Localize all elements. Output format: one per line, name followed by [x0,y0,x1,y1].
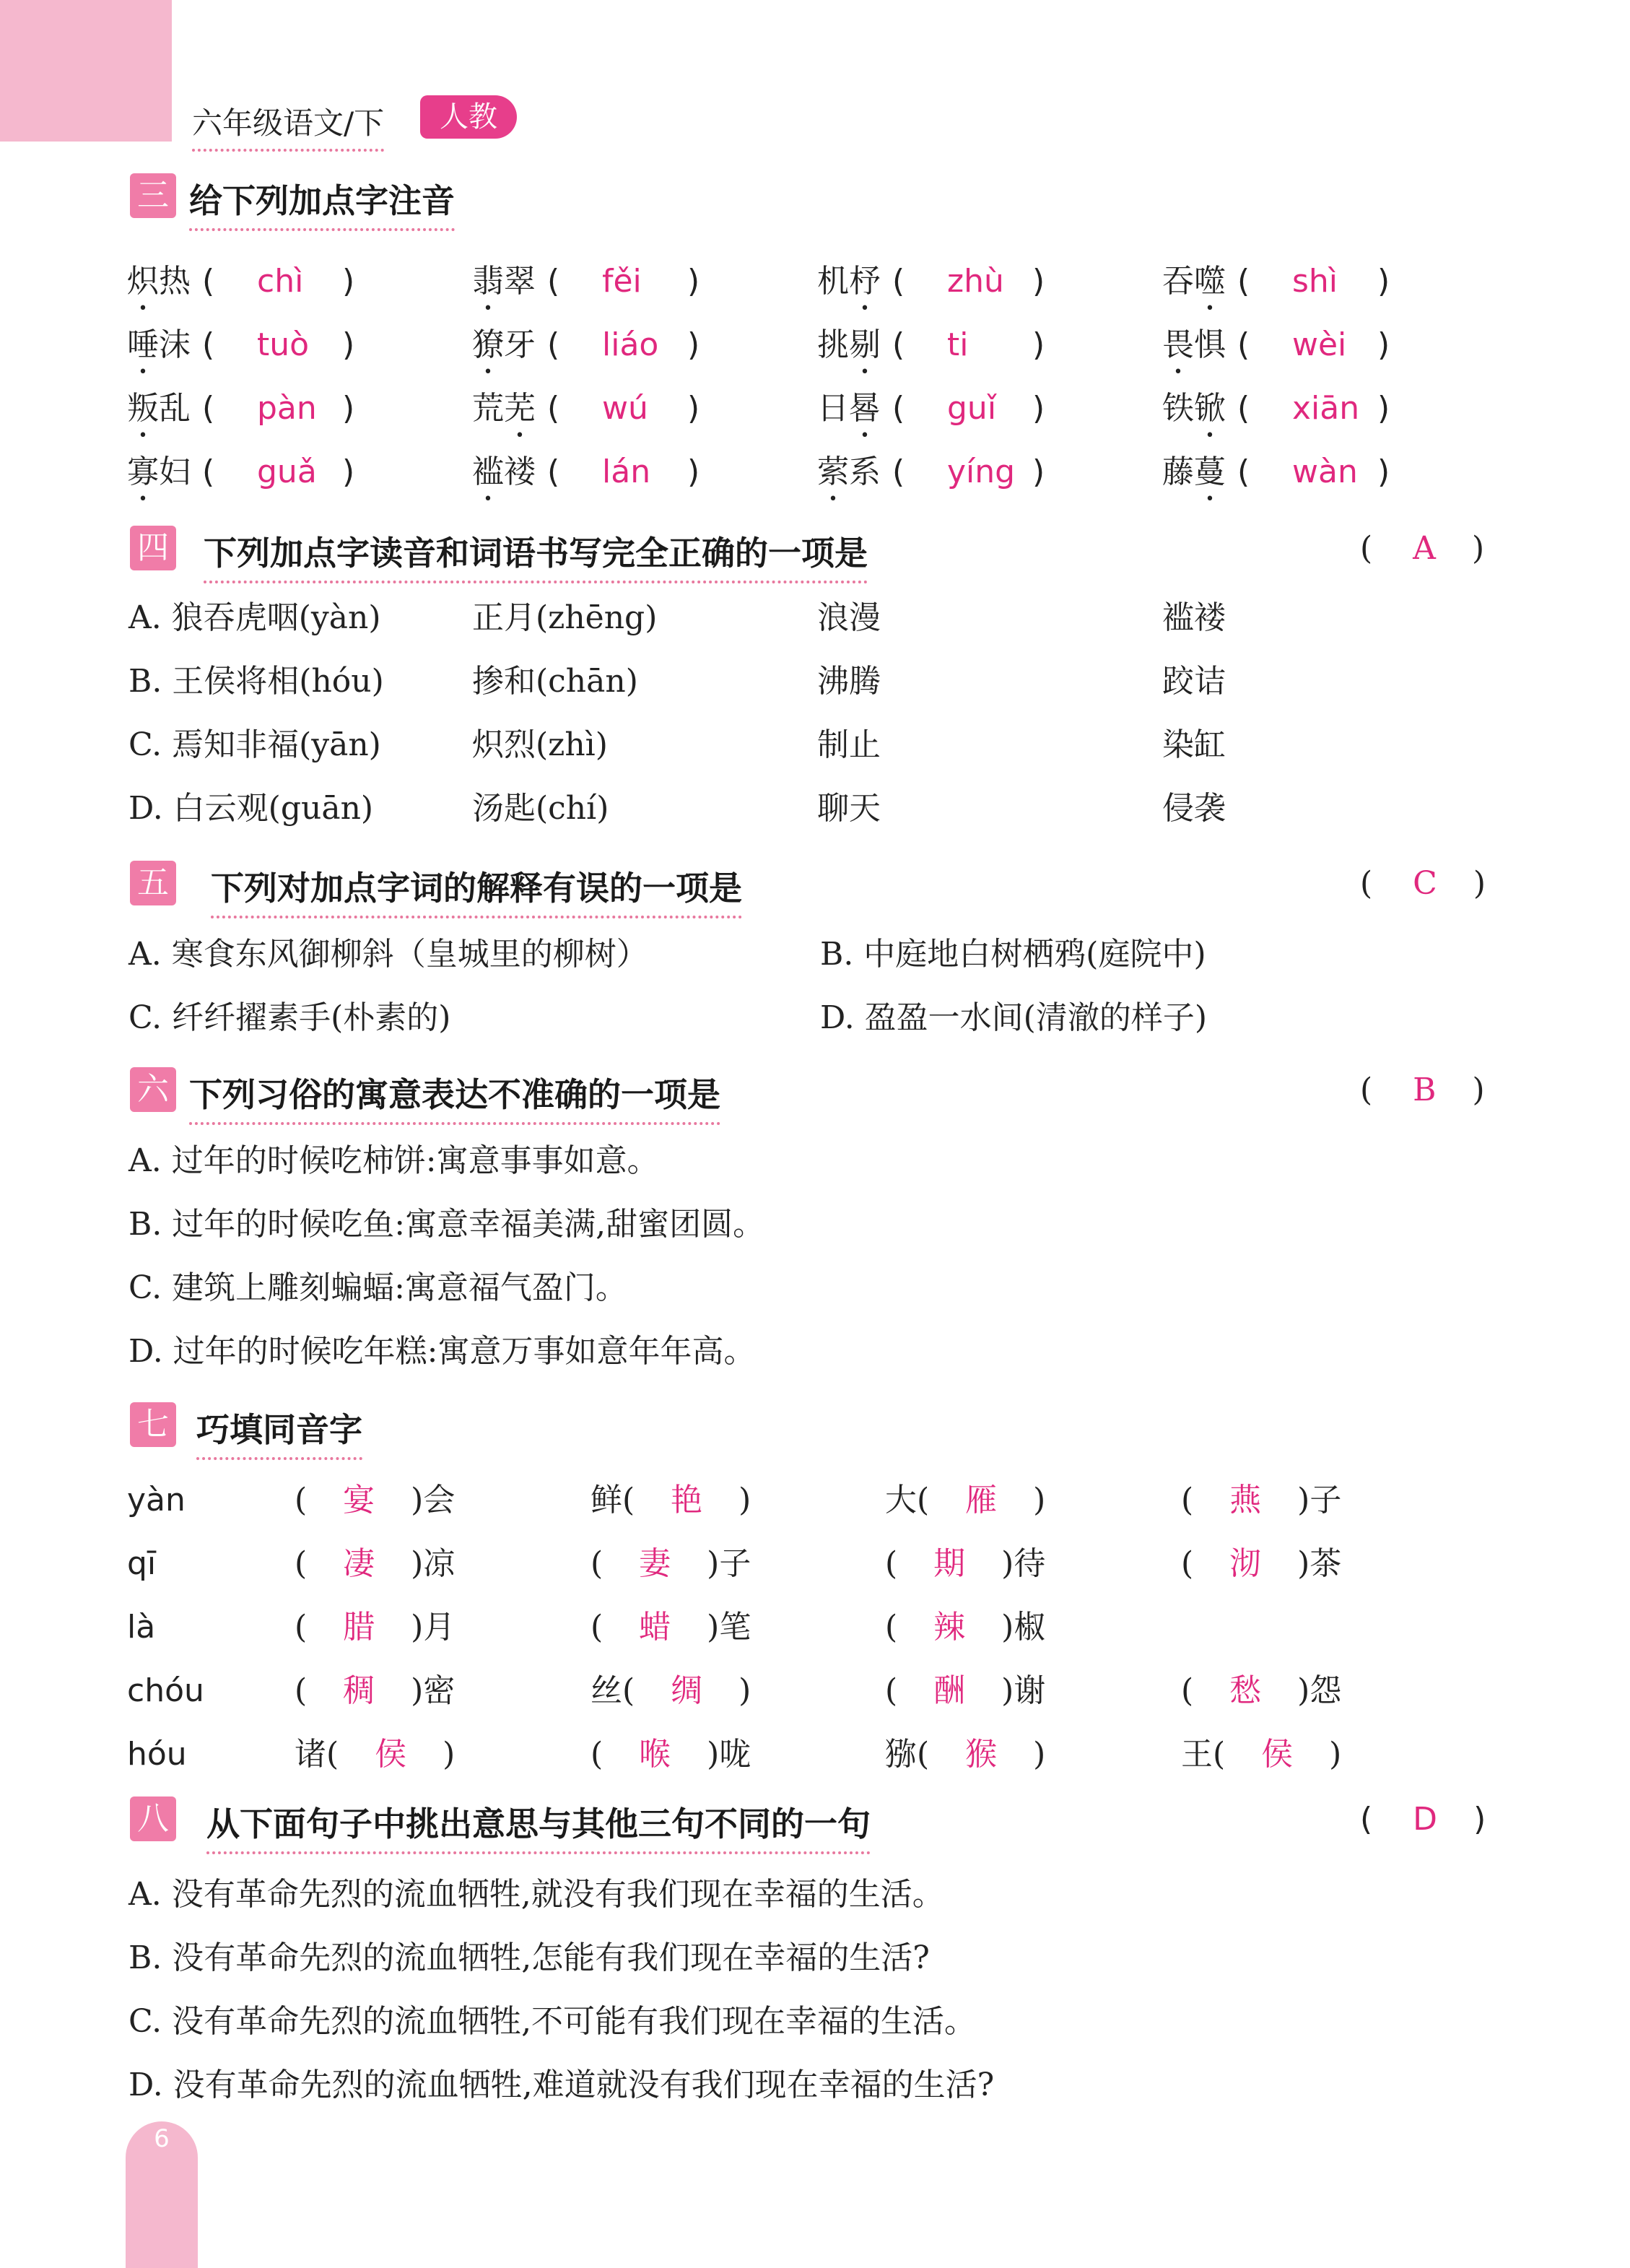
section-7-answer: 宴 [343,1482,375,1518]
section-7-answer: 辣 [933,1609,966,1646]
section-8-title: 从下面句子中挑出意思与其他三句不同的一句 [206,1798,871,1854]
section-7-answer: 绸 [671,1672,703,1709]
cell-suffix: 待 [1014,1545,1046,1582]
close-paren: ) [1377,390,1390,427]
cell-prefix: 丝 [590,1672,622,1709]
section-7-cell [885,1609,1045,1647]
section-7-answer: 稠 [343,1672,375,1709]
word-char-1: 吞 [1162,263,1194,300]
section-3-word [817,326,881,381]
section-7-cell [590,1545,751,1583]
section-7-cell [885,1545,1045,1583]
close-paren: ) [411,1672,424,1709]
section-4-cell: B. 王侯将相(hóu) [128,663,384,700]
section-7-cell [590,1482,751,1520]
cell-suffix: 密 [423,1672,456,1709]
close-paren: ) [1297,1482,1310,1518]
cell-suffix: 笔 [719,1609,751,1646]
section-5-answer: C [1413,865,1437,902]
close-paren: ) [1377,263,1390,300]
section-4-cell: 汤匙(chí) [472,790,609,827]
section-7-answer: 酬 [933,1672,966,1709]
section-7-cell [295,1672,455,1711]
section-7-cell [590,1609,751,1647]
section-3-pinyin: wàn [1292,453,1358,490]
section-7-cell [590,1736,751,1774]
open-paren: ( [892,263,905,300]
open-paren: ( [590,1609,603,1646]
section-7-answer: 期 [933,1545,966,1582]
cell-suffix: 子 [719,1545,751,1582]
word-char-1: 萦 [817,453,849,490]
close-paren: ) [707,1609,720,1646]
section-7-answer: 喉 [639,1736,671,1773]
section-4-title: 下列加点字读音和词语书写完全正确的一项是 [204,527,868,583]
cell-suffix: 怨 [1309,1672,1342,1709]
word-char-1: 日 [817,390,849,427]
close-paren: ) [1032,263,1045,300]
section-7-cell [295,1482,455,1520]
word-char-2: 晷 [849,390,881,427]
cell-suffix: 谢 [1014,1672,1046,1709]
close-paren: ) [342,326,355,363]
open-paren: ( [622,1672,635,1709]
word-char-1: 褴 [472,453,504,490]
section-8-answer: D [1413,1801,1438,1838]
open-paren: ( [295,1672,308,1709]
section-4-cell: 炽烈(zhì) [472,726,608,763]
section-8-option-b: B. 没有革命先烈的流血牺牲,怎能有我们现在幸福的生活? [128,1939,930,1976]
section-3-pinyin: xiān [1292,390,1360,427]
section-6-title: 下列习俗的寓意表达不准确的一项是 [189,1069,720,1125]
open-paren: ( [885,1672,898,1709]
section-4-answer-paren: ( A ) [1360,530,1485,567]
section-8-option-c: C. 没有革命先烈的流血牺牲,不可能有我们现在幸福的生活。 [128,2003,977,2040]
section-7-answer: 侯 [375,1736,407,1773]
section-7-answer: 凄 [343,1545,375,1582]
section-7-cell [295,1609,455,1647]
section-8-option-d: D. 没有革命先烈的流血牺牲,难道就没有我们现在幸福的生活? [128,2067,995,2103]
close-paren: ) [738,1672,751,1709]
close-paren: ) [687,326,700,363]
section-3-word [472,263,536,318]
section-7-answer: 蜡 [639,1609,671,1646]
open-paren: ( [547,326,560,363]
word-char-1: 铁 [1162,390,1194,427]
section-6-option-d: D. 过年的时候吃年糕:寓意万事如意年年高。 [128,1333,756,1370]
section-3-pinyin: liáo [602,326,659,363]
section-6-option-b: B. 过年的时候吃鱼:寓意幸福美满,甜蜜团圆。 [128,1206,765,1243]
close-paren: ) [1032,453,1045,490]
close-paren: ) [1033,1736,1046,1773]
section-4-cell: 侵袭 [1162,790,1226,827]
open-paren: ( [892,453,905,490]
section-7-answer: 猴 [965,1736,998,1773]
close-paren: ) [1329,1736,1342,1773]
section-4-cell: 浪漫 [817,599,881,636]
section-7-pinyin: qī [127,1545,157,1582]
section-3-word [1162,390,1226,445]
open-paren: ( [547,453,560,490]
word-char-1: 挑 [817,326,849,363]
section-7-answer: 腊 [343,1609,375,1646]
word-char-2: 系 [849,453,881,490]
section-7-cell [885,1672,1045,1711]
word-char-1: 唾 [127,326,159,363]
word-char-2: 褛 [504,453,536,490]
section-5-title: 下列对加点字词的解释有误的一项是 [211,862,742,918]
close-paren: ) [1001,1609,1014,1646]
section-3-pinyin: yíng [947,453,1016,490]
section-5-answer-paren: ( C ) [1360,865,1486,902]
section-7-cell [295,1736,455,1774]
close-paren: ) [687,390,700,427]
section-3-word [127,453,191,508]
section-6-answer: B [1413,1072,1437,1108]
open-paren: ( [295,1609,308,1646]
close-paren: ) [342,390,355,427]
section-7-cell [1181,1482,1341,1520]
section-6-option-a: A. 过年的时候吃柿饼:寓意事事如意。 [128,1142,659,1179]
section-4-answer: A [1413,530,1436,567]
open-paren: ( [590,1736,603,1773]
section-4-cell: 褴褛 [1162,599,1226,636]
open-paren: ( [202,453,215,490]
section-3-word [817,263,881,318]
word-char-2: 牙 [504,326,536,363]
section-7-answer: 雁 [965,1482,998,1518]
section-7-cell [1181,1545,1341,1583]
section-6-number: 六 [130,1067,176,1112]
open-paren: ( [1213,1736,1226,1773]
section-4-number: 四 [130,526,176,570]
section-7-answer: 艳 [671,1482,703,1518]
word-char-2: 锨 [1194,390,1226,427]
section-3-pinyin: wèi [1292,326,1347,363]
section-4-cell: 染缸 [1162,726,1226,763]
word-char-2: 噬 [1194,263,1226,300]
section-3-word [127,263,191,318]
section-3-word [1162,326,1226,381]
section-3-pinyin: guǐ [947,390,997,427]
open-paren: ( [202,326,215,363]
section-7-number: 七 [130,1402,176,1447]
close-paren: ) [342,263,355,300]
close-paren: ) [1032,390,1045,427]
close-paren: ) [1377,326,1390,363]
section-7-title: 巧填同音字 [196,1404,362,1460]
section-3-pinyin: chì [257,263,304,300]
word-char-2: 热 [159,263,191,300]
section-5-number: 五 [130,861,176,905]
cell-prefix: 诸 [295,1736,326,1773]
section-7-pinyin: là [127,1609,156,1646]
section-3-word [472,326,536,381]
section-7-answer: 侯 [1261,1736,1294,1773]
section-3-pinyin: shì [1292,263,1338,300]
open-paren: ( [295,1545,308,1582]
open-paren: ( [1181,1545,1194,1582]
open-paren: ( [1181,1482,1194,1518]
close-paren: ) [687,453,700,490]
word-char-2: 乱 [159,390,191,427]
section-3-word [472,390,536,445]
cell-prefix: 鲜 [590,1482,622,1518]
word-char-1: 藤 [1162,453,1194,490]
word-char-2: 芜 [504,390,536,427]
section-4-cell: D. 白云观(guān) [128,790,374,827]
word-char-2: 惧 [1194,326,1226,363]
word-char-2: 翠 [504,263,536,300]
section-4-cell: 制止 [817,726,881,763]
section-3-pinyin: zhù [947,263,1004,300]
open-paren: ( [1237,263,1250,300]
section-5-option-d: D. 盈盈一水间(清澈的样子) [820,999,1208,1036]
open-paren: ( [202,263,215,300]
cell-prefix: 王 [1181,1736,1213,1773]
section-5-option-c: C. 纤纤擢素手(朴素的) [128,999,451,1036]
cell-suffix: 椒 [1014,1609,1046,1646]
open-paren: ( [202,390,215,427]
section-7-pinyin: hóu [127,1736,187,1773]
word-char-2: 妇 [159,453,191,490]
close-paren: ) [738,1482,751,1518]
page-number: 6 [154,2124,170,2153]
section-3-pinyin: tuò [257,326,310,363]
section-3-word [817,453,881,508]
close-paren: ) [1001,1672,1014,1709]
section-3-pinyin: fěi [602,263,642,300]
word-char-1: 獠 [472,326,504,363]
section-7-cell [885,1482,1045,1520]
close-paren: ) [707,1545,720,1582]
cell-suffix: 会 [423,1482,456,1518]
section-3-word [817,390,881,445]
section-3-pinyin: ti [947,326,969,363]
close-paren: ) [1033,1482,1046,1518]
close-paren: ) [443,1736,456,1773]
close-paren: ) [1297,1672,1310,1709]
open-paren: ( [1237,326,1250,363]
section-4-cell: C. 焉知非福(yān) [128,726,381,763]
section-3-pinyin: wú [602,390,648,427]
open-paren: ( [917,1482,930,1518]
section-8-option-a: A. 没有革命先烈的流血牺牲,就没有我们现在幸福的生活。 [128,1876,944,1913]
section-3-word [127,390,191,445]
section-4-cell: 正月(zhēng) [472,599,658,636]
section-4-cell: 沸腾 [817,663,881,700]
section-3-pinyin: guǎ [257,453,317,490]
section-7-pinyin: chóu [127,1672,204,1709]
section-3-pinyin: lán [602,453,651,490]
section-7-answer: 燕 [1229,1482,1262,1518]
section-7-cell [295,1545,455,1583]
close-paren: ) [707,1736,720,1773]
open-paren: ( [1181,1672,1194,1709]
cell-prefix: 猕 [885,1736,917,1773]
word-char-1: 畏 [1162,326,1194,363]
section-3-word [472,453,536,508]
section-3-pinyin: pàn [257,390,317,427]
section-3-word [1162,453,1226,508]
section-3-title: 给下列加点字注音 [189,175,455,231]
close-paren: ) [1377,453,1390,490]
open-paren: ( [622,1482,635,1518]
word-char-1: 叛 [127,390,159,427]
section-7-cell [885,1736,1045,1774]
open-paren: ( [326,1736,339,1773]
corner-decoration [0,0,172,142]
section-7-answer: 愁 [1229,1672,1262,1709]
section-5-option-b: B. 中庭地白树栖鸦(庭院中) [820,936,1206,973]
section-3-word [127,326,191,381]
close-paren: ) [411,1545,424,1582]
open-paren: ( [590,1545,603,1582]
close-paren: ) [1297,1545,1310,1582]
cell-suffix: 凉 [423,1545,456,1582]
cell-prefix: 大 [885,1482,917,1518]
section-3-number: 三 [130,173,176,218]
open-paren: ( [547,390,560,427]
word-char-1: 荒 [472,390,504,427]
open-paren: ( [547,263,560,300]
word-char-1: 翡 [472,263,504,300]
section-7-cell [1181,1672,1341,1711]
section-4-cell: A. 狼吞虎咽(yàn) [128,599,381,636]
word-char-2: 杼 [849,263,881,300]
section-3-word [1162,263,1226,318]
word-char-2: 沫 [159,326,191,363]
section-4-cell: 掺和(chān) [472,663,638,700]
open-paren: ( [892,390,905,427]
close-paren: ) [411,1609,424,1646]
section-6-answer-paren: ( B ) [1360,1072,1485,1108]
open-paren: ( [885,1609,898,1646]
word-char-2: 蔓 [1194,453,1226,490]
word-char-1: 寡 [127,453,159,490]
section-7-cell [1181,1736,1341,1774]
open-paren: ( [892,326,905,363]
close-paren: ) [411,1482,424,1518]
close-paren: ) [687,263,700,300]
section-7-answer: 沏 [1229,1545,1262,1582]
section-6-option-c: C. 建筑上雕刻蝙蝠:寓意福气盈门。 [128,1269,627,1306]
close-paren: ) [1001,1545,1014,1582]
word-char-2: 剔 [849,326,881,363]
close-paren: ) [342,453,355,490]
open-paren: ( [295,1482,308,1518]
cell-suffix: 茶 [1309,1545,1342,1582]
section-4-cell: 跤诘 [1162,663,1226,700]
section-5-option-a: A. 寒食东风御柳斜（皇城里的柳树） [128,936,648,973]
word-char-1: 炽 [127,263,159,300]
section-8-number: 八 [130,1796,176,1841]
section-8-answer-paren: ( D ) [1360,1801,1486,1838]
open-paren: ( [1237,453,1250,490]
section-4-cell: 聊天 [817,790,881,827]
section-7-pinyin: yàn [127,1482,186,1518]
open-paren: ( [885,1545,898,1582]
edition-badge: 人教 [420,95,517,139]
word-char-1: 机 [817,263,849,300]
cell-suffix: 咙 [719,1736,751,1773]
close-paren: ) [1032,326,1045,363]
cell-suffix: 子 [1309,1482,1342,1518]
open-paren: ( [1237,390,1250,427]
cell-suffix: 月 [423,1609,456,1646]
open-paren: ( [917,1736,930,1773]
grade-label: 六年级语文/下 [192,100,384,152]
section-7-answer: 妻 [639,1545,671,1582]
section-7-cell [590,1672,751,1711]
